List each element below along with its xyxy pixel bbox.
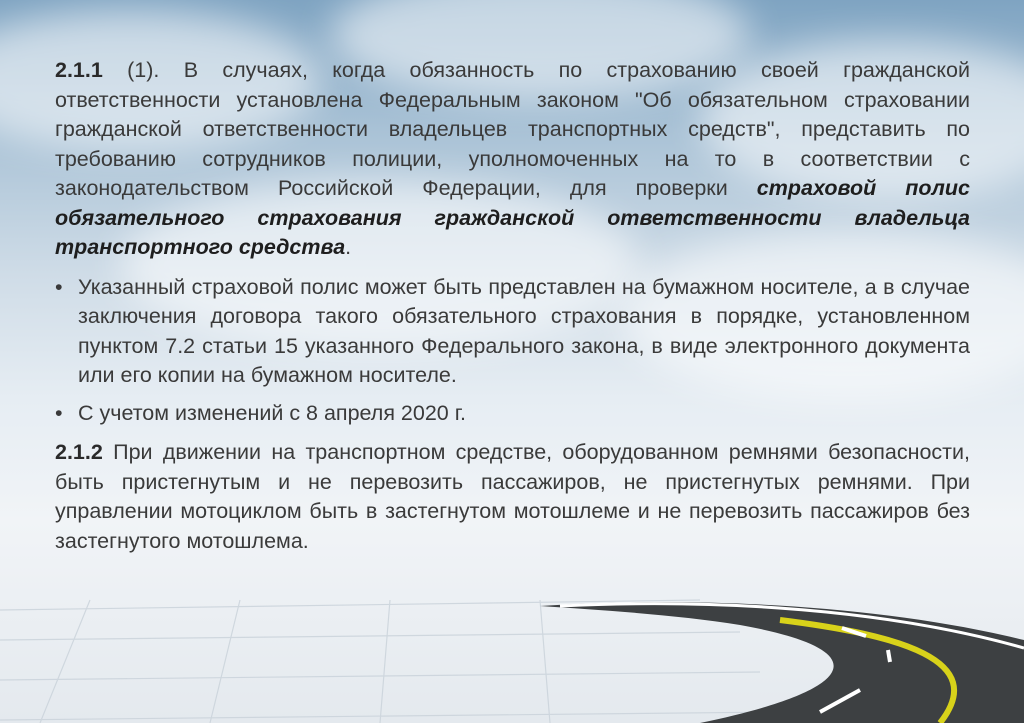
bullet-list xyxy=(55,273,970,429)
section-2-1-1 xyxy=(55,56,970,263)
section-text: При движении на транспортном средстве, оборудованном ремнями безопасности, быть пристегнутым и не перевозить пассажиров, не пристегнутых ремнями. При управлении мотоциклом быть в застегнутом мотошлеме и не перевозить пассажиров без застегнутого мотошлема. xyxy=(55,440,970,553)
section-number: 2.1.2 xyxy=(55,440,103,464)
insurance-policy-emphasis: страховой полис обязательного страхования гражданской ответственности владельца транспортного средства xyxy=(55,176,970,259)
bullet-text: С учетом изменений с 8 апреля 2020 г. xyxy=(78,400,466,425)
bullet-item xyxy=(55,273,970,391)
section-text: (1). В случаях, когда обязанность по страхованию своей гражданской ответственности установлена Федеральным законом "Об обязательном страховании гражданской ответственности владельцев транспортных средств", представить по требованию сотрудников полиции, уполномоченных на то в соответствии с законодательством Российской Федерации, для проверки xyxy=(55,58,970,200)
bullet-marker: • xyxy=(55,274,63,299)
section-2-1-2 xyxy=(55,438,970,556)
bullet-item xyxy=(55,399,970,429)
text-block xyxy=(55,56,970,556)
section-text-end: . xyxy=(345,235,352,259)
section-number: 2.1.1 xyxy=(55,58,103,82)
bullet-text: Указанный страховой полис может быть представлен на бумажном носителе, а в случае заключения договора такого обязательного страхования в порядке, установленном пунктом 7.2 статьи 15 указанного Федерального закона, в виде электронного документа или его копии на бумажном носителе. xyxy=(78,274,970,387)
bullet-marker: • xyxy=(55,400,63,425)
